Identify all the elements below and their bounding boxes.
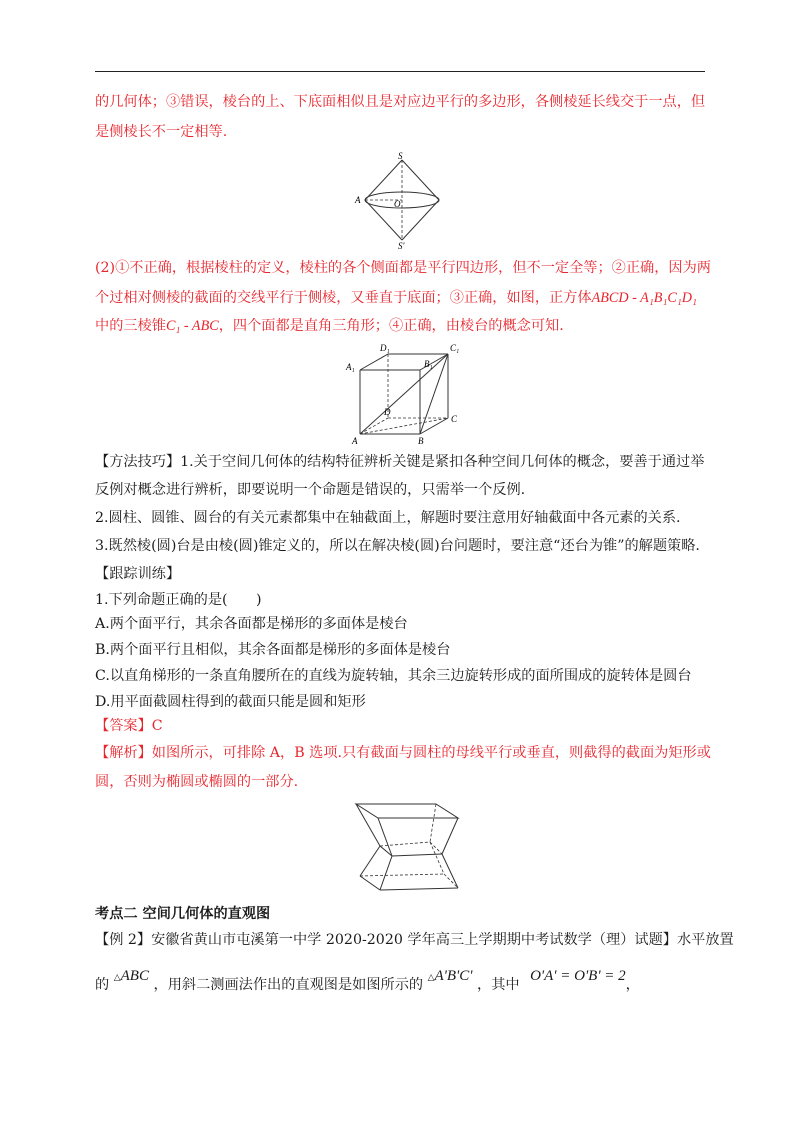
frustum-edge: [380, 856, 392, 890]
text-span: 的: [95, 977, 110, 993]
label-O: O: [394, 199, 401, 209]
frustum-hidden-edge: [430, 842, 444, 874]
text-line: 反例对概念进行辨析，即要说明一个命题是错误的，只需举一个反例.: [95, 482, 526, 498]
bottom-face-hidden: [360, 874, 444, 876]
cone-edge: [402, 160, 439, 200]
cube-hidden-edge: [360, 418, 388, 434]
middle-face-edge: [392, 854, 442, 856]
label-B: B: [418, 436, 424, 446]
text-line: 【方法技巧】1.关于空间几何体的结构特征辨析关键是紧扣各种空间几何体的概念，要善于通过举: [95, 454, 705, 470]
label-D: D: [384, 407, 391, 417]
example-line: 【例 2】安徽省黄山市屯溪第一中学 2020-2020 学年高三上学期期中考试数学（理）试题】水平放置: [95, 932, 734, 948]
analysis-line: 圆，否则为椭圆或椭圆的一部分.: [95, 774, 299, 790]
option-b: B.两个面平行且相似，其余各面都是梯形的多面体是棱台: [95, 642, 451, 658]
question-stem: 1.下列命题正确的是( ): [95, 592, 262, 608]
text-line: (2)①不正确，根据棱柱的定义，棱柱的各个侧面都是平行四边形，但不一定全等；②正确，因为两: [95, 260, 711, 276]
double-cone-figure: [340, 150, 460, 250]
bottom-face-edge: [360, 876, 380, 890]
analysis-line: 【解析】如图所示，可排除 A，B 选项.只有截面与圆柱的母线平行或垂直，则截得的截面为矩形或: [95, 745, 711, 761]
cube-figure: [340, 340, 470, 446]
math-triangle-abc: ABC: [120, 968, 149, 984]
example-line: [95, 968, 715, 997]
triangle-icon: △: [113, 973, 121, 983]
text-span: ，四个面都是直角三角形；④正确，由棱台的概念可知.: [218, 318, 564, 334]
cone-edge: [365, 160, 402, 200]
text-line: [95, 288, 715, 308]
text-line: 2.圆柱、圆锥、圆台的有关元素都集中在轴截面上，解题时要注意用好轴截面中各元素的关系.: [95, 510, 681, 526]
math-triangle-prime: A'B'C': [434, 968, 473, 984]
text-line: 是侧棱长不一定相等.: [95, 124, 228, 140]
text-line: [95, 316, 715, 336]
label-A1: A₁: [346, 362, 355, 372]
frustum-edge: [442, 854, 458, 888]
frustum-hidden-edge: [430, 804, 436, 842]
text-span: ，: [625, 977, 640, 993]
label-C1: C₁: [450, 343, 460, 353]
math-equation: O'A' = O'B' = 2: [530, 968, 626, 984]
section-heading-training: 【跟踪训练】: [95, 566, 181, 582]
top-face: [356, 804, 458, 818]
answer: 【答案】C: [95, 718, 163, 734]
cone-edge: [402, 200, 439, 240]
text-span: ，用斜二测画法作出的直观图是如图所示的: [153, 977, 424, 993]
label-D1: D₁: [380, 343, 390, 353]
frustum-edge: [356, 804, 380, 846]
option-c: C.以直角梯形的一条直角腰所在的直线为旋转轴，其余三边旋转形成的面所围成的旋转体是圆台: [95, 668, 692, 684]
text-span: 中的三棱锥: [95, 318, 166, 334]
label-S-prime: S': [398, 241, 405, 250]
header-rule: [95, 71, 705, 72]
label-A: A: [355, 195, 361, 205]
frustum-figure: [348, 798, 468, 893]
math-pyramid-name: C₁ - ABC: [165, 318, 219, 334]
label-C: C: [451, 414, 458, 424]
frustum-edge: [360, 846, 380, 876]
section-title: 考点二 空间几何体的直观图: [95, 906, 271, 922]
cube-edge: [360, 354, 388, 370]
option-d: D.用平面截圆柱得到的截面只能是圆和矩形: [95, 694, 366, 710]
middle-face-hidden: [430, 842, 442, 854]
math-cube-name: ABCD - A₁B₁C₁D₁: [591, 290, 697, 306]
label-S: S: [398, 151, 403, 161]
label-A: A: [352, 436, 358, 446]
option-a: A.两个面平行，其余各面都是梯形的多面体是棱台: [95, 616, 408, 632]
text-line: 的几何体；③错误，棱台的上、下底面相似且是对应边平行的多边形，各侧棱延长线交于一点，但: [95, 94, 706, 110]
frustum-edge: [442, 818, 458, 854]
bottom-face-edge: [380, 888, 458, 890]
pyramid-edge: [360, 354, 448, 434]
label-B1: B₁: [424, 359, 433, 369]
text-line: 3.既然棱(圆)台是由棱(圆)锥定义的，所以在解决棱(圆)台问题时，要注意“还台为锥”的解题策略.: [95, 538, 700, 554]
triangle-icon: △: [427, 973, 435, 983]
text-span: ，其中: [477, 977, 520, 993]
bottom-face-hidden: [444, 874, 458, 888]
text-span: 个过相对侧棱的截面的交线平行于侧棱，又垂直于底面；③正确，如图，正方体: [95, 290, 592, 306]
